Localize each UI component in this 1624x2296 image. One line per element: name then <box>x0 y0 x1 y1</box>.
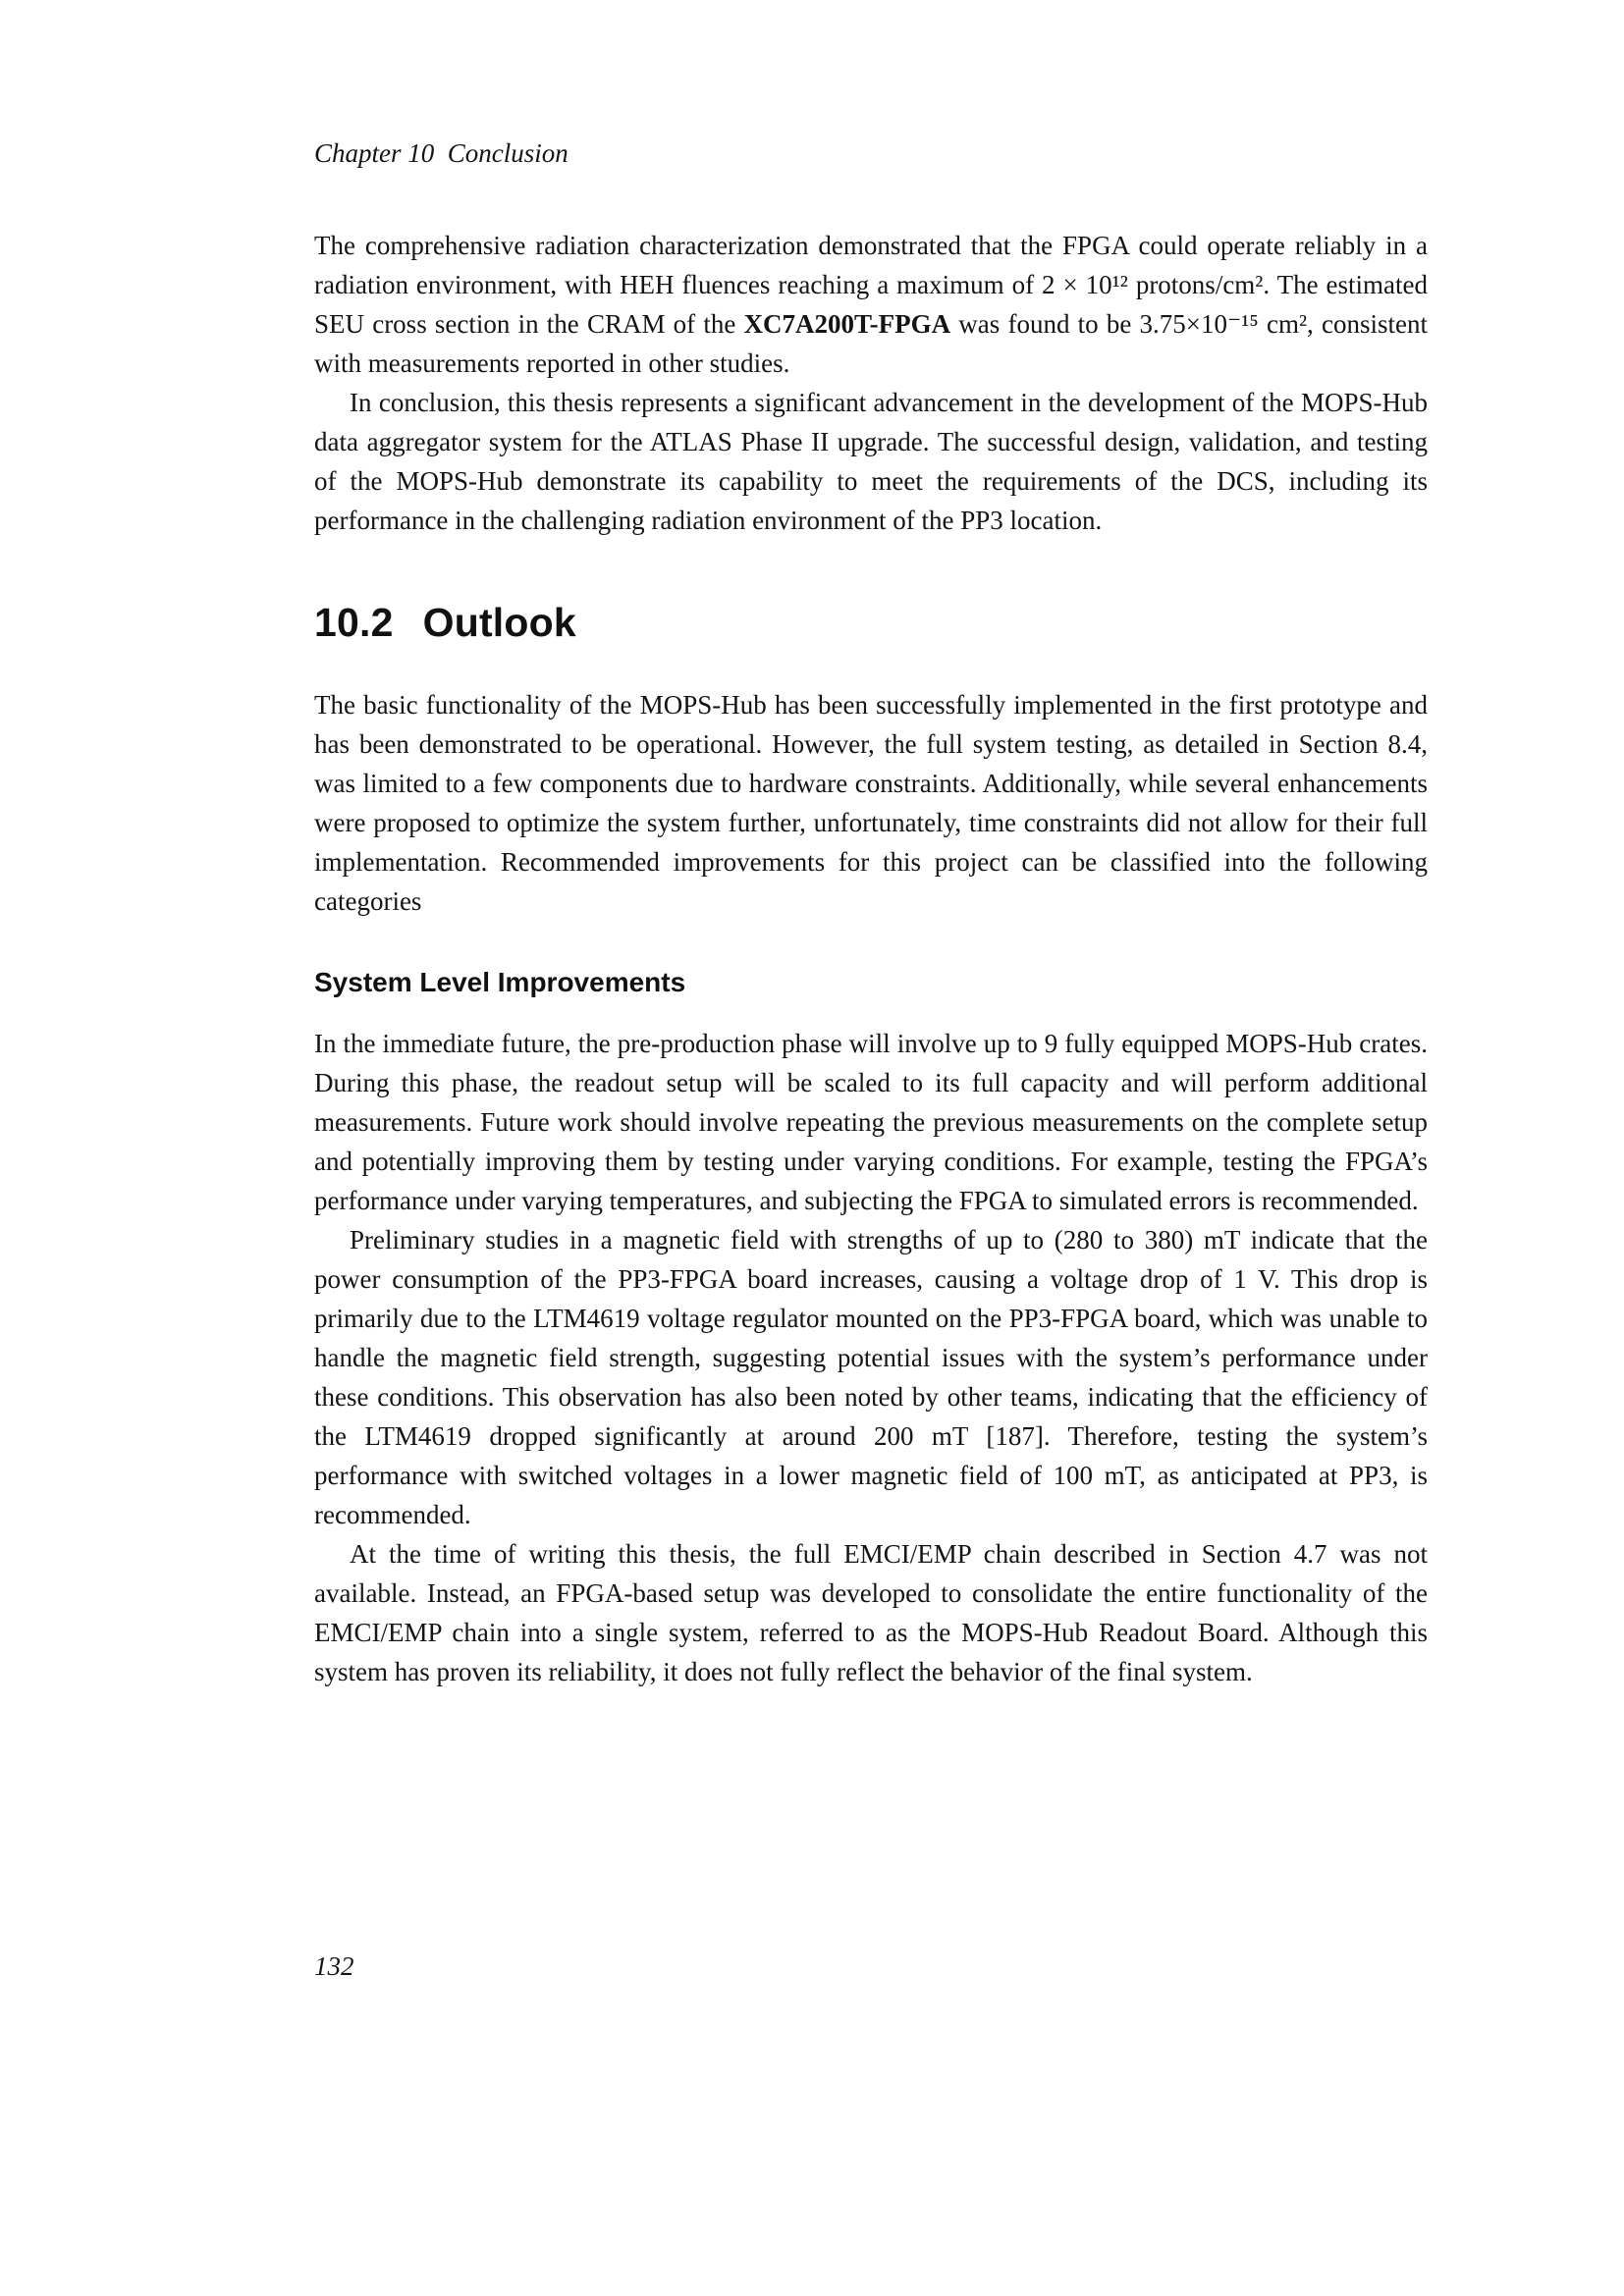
paragraph-system-level: In the immediate future, the pre-production phase will involve up to 9 fully equipped MOPS-Hub crates. During this phase, the readout setup will be scaled to its full capacity and will perform additional measurements. Future work should involve repeating the previous measurements on the complete setup and potentially improving them by testing under varying conditions. For example, testing the FPGA’s performance under varying temperatures, and subjecting the FPGA to simulated errors is recommended. <box>314 1029 1428 1216</box>
section-title: Outlook <box>422 600 576 646</box>
subsection-heading: System Level Improvements <box>314 966 686 997</box>
paragraph-text: was found to be 3.75×10⁻¹⁵ cm², consistent with measurements reported in other studies. <box>314 309 1428 379</box>
paragraph-radiation-summary <box>314 226 1428 383</box>
running-header: Chapter 10 Conclusion <box>314 138 568 168</box>
paragraph-text: The comprehensive radiation characterization demonstrated that the FPGA could operate reliably in a radiation environment, with HEH fluences reaching a maximum of 2 × 10¹² protons/cm². The estimated SEU cross section in the CRAM of the <box>314 231 1428 340</box>
bold-term-fpga: XC7A200T-FPGA <box>743 309 951 340</box>
page-content <box>314 137 1428 1691</box>
paragraph-conclusion: In conclusion, this thesis represents a significant advancement in the development of the MOPS-Hub data aggregator system for the ATLAS Phase II upgrade. The successful design, validation, and testing of the MOPS-Hub demonstrate its capability to meet the requirements of the DCS, including its performance in the challenging radiation environment of the PP3 location. <box>314 388 1428 536</box>
body-text <box>314 226 1428 1691</box>
section-heading <box>314 599 1428 647</box>
paragraph-emci-emp: At the time of writing this thesis, the full EMCI/EMP chain described in Section 4.7 was not available. Instead, an FPGA-based setup was developed to consolidate the entire functionality of the EMCI/EMP chain into a single system, referred to as the MOPS-Hub Readout Board. Although this system has proven its reliability, it does not fully reflect the behavior of the final system. <box>314 1539 1428 1687</box>
page-number: 132 <box>314 1951 354 1981</box>
paragraph-magnetic-field: Preliminary studies in a magnetic field with strengths of up to (280 to 380) mT indicate that the power consumption of the PP3-FPGA board increases, causing a voltage drop of 1 V. This drop is primarily due to the LTM4619 voltage regulator mounted on the PP3-FPGA board, which was unable to handle the magnetic field strength, suggesting potential issues with the system’s performance under these conditions. This observation has also been noted by other teams, indicating that the efficiency of the LTM4619 dropped significantly at around 200 mT [187]. Therefore, testing the system’s performance with switched voltages in a lower magnetic field of 100 mT, as anticipated at PP3, is recommended. <box>314 1225 1428 1530</box>
paragraph-outlook-intro: The basic functionality of the MOPS-Hub has been successfully implemented in the first prototype and has been demonstrated to be operational. However, the full system testing, as detailed in Section 8.4, was limited to a few components due to hardware constraints. Additionally, while several enhancements were proposed to optimize the system further, unfortunately, time constraints did not allow for their full implementation. Recommended improvements for this project can be classified into the following categories <box>314 689 1428 916</box>
section-number: 10.2 <box>314 600 394 646</box>
